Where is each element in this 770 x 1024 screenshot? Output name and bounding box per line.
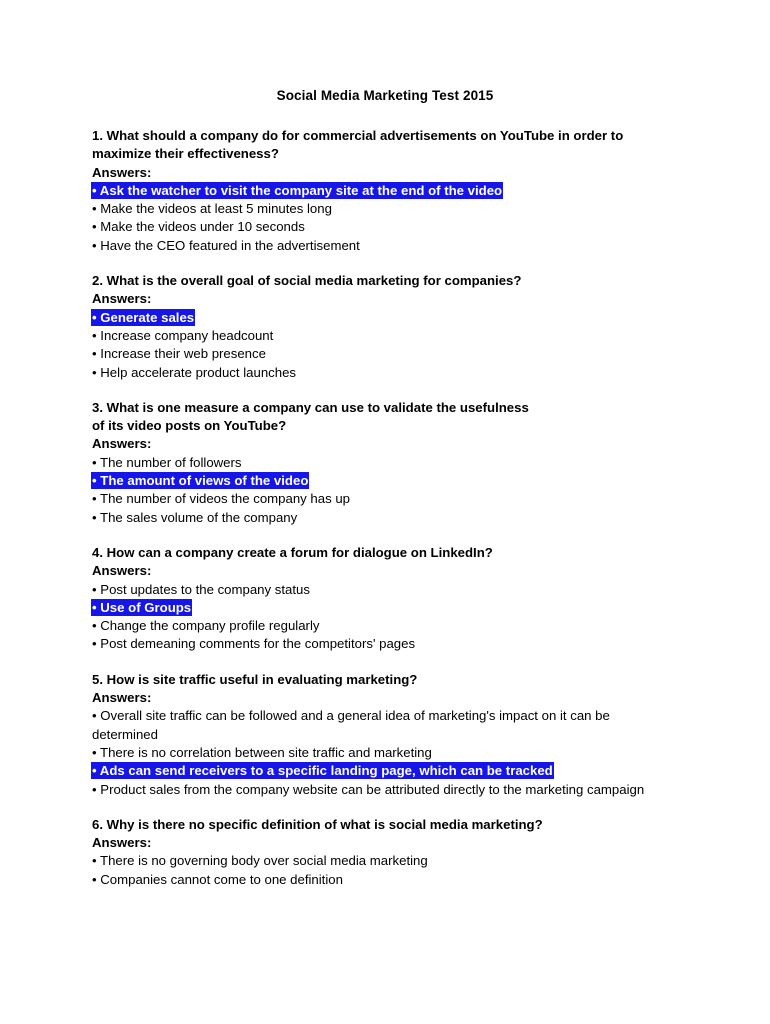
answer-option[interactable] — [92, 635, 678, 653]
answer-option[interactable] — [92, 599, 678, 617]
answer-text: • Ads can send receivers to a specific landing page, which can be tracked — [92, 763, 553, 779]
question-text-line1: 3. What is one measure a company can use to validate the usefulness — [92, 399, 529, 415]
answer-text: • Post demeaning comments for the competitors' pages — [92, 636, 416, 652]
answers-label: Answers: — [92, 291, 152, 307]
question-text: 6. Why is there no specific definition of what is social media marketing? — [92, 816, 543, 832]
answer-option[interactable] — [92, 454, 678, 472]
answer-text: • The amount of views of the video — [92, 473, 309, 489]
question-block-3 — [92, 399, 678, 527]
answers-label: Answers: — [92, 563, 152, 579]
answer-option[interactable] — [92, 490, 678, 508]
answer-text: • The number of videos the company has up — [92, 491, 351, 507]
answer-text: • Ask the watcher to visit the company site at the end of the video — [92, 182, 503, 198]
answer-text: • Post updates to the company status — [92, 581, 310, 597]
answers-label: Answers: — [92, 835, 152, 851]
answer-option[interactable] — [92, 871, 678, 889]
answers-label: Answers: — [92, 690, 152, 706]
answer-text: • Overall site traffic can be followed and a general idea of marketing's impact on it can be determined — [92, 708, 610, 742]
answer-text: • Increase company headcount — [92, 327, 274, 343]
answer-option[interactable] — [92, 182, 678, 200]
answer-text: • Make the videos at least 5 minutes long — [92, 201, 332, 217]
answer-option[interactable] — [92, 581, 678, 599]
answer-option[interactable] — [92, 852, 678, 870]
answer-option[interactable] — [92, 309, 678, 327]
answer-text: • There is no correlation between site traffic and marketing — [92, 744, 432, 760]
answer-text: • The sales volume of the company — [92, 509, 298, 525]
answer-text: • Make the videos under 10 seconds — [92, 219, 305, 235]
page-title: Social Media Marketing Test 2015 — [276, 88, 494, 103]
answer-option[interactable] — [92, 237, 678, 255]
answer-option[interactable] — [92, 472, 678, 490]
answer-option[interactable] — [92, 345, 678, 363]
answers-label: Answers: — [92, 164, 152, 180]
answer-text: • Product sales from the company website can be attributed directly to the marketing campaign — [92, 781, 645, 797]
answer-text: • The number of followers — [92, 454, 242, 470]
answer-option[interactable] — [92, 781, 678, 799]
answer-option[interactable] — [92, 200, 678, 218]
question-text: 5. How is site traffic useful in evaluating marketing? — [92, 671, 418, 687]
answer-text: • Companies cannot come to one definition — [92, 871, 343, 887]
answer-option[interactable] — [92, 762, 678, 780]
question-text — [92, 399, 678, 436]
question-block-5 — [92, 671, 678, 799]
question-block-4 — [92, 544, 678, 654]
answer-option[interactable] — [92, 509, 678, 527]
answer-option[interactable] — [92, 364, 678, 382]
question-text: 4. How can a company create a forum for dialogue on LinkedIn? — [92, 544, 493, 560]
question-text: 1. What should a company do for commercial advertisements on YouTube in order to maximize their effectiveness? — [92, 128, 624, 162]
answer-option[interactable] — [92, 707, 678, 744]
answers-label: Answers: — [92, 436, 152, 452]
answer-option[interactable] — [92, 744, 678, 762]
question-text: 2. What is the overall goal of social media marketing for companies? — [92, 273, 522, 289]
answer-text: • Generate sales — [92, 309, 195, 325]
answer-text: • Have the CEO featured in the advertisement — [92, 237, 360, 253]
answer-text: • Increase their web presence — [92, 346, 266, 362]
answer-option[interactable] — [92, 218, 678, 236]
answer-option[interactable] — [92, 617, 678, 635]
question-block-1 — [92, 127, 678, 255]
question-block-2 — [92, 272, 678, 382]
question-block-6 — [92, 816, 678, 889]
answer-text: • Use of Groups — [92, 599, 192, 615]
answer-option[interactable] — [92, 327, 678, 345]
answer-text: • Change the company profile regularly — [92, 618, 320, 634]
answer-text: • There is no governing body over social media marketing — [92, 853, 428, 869]
answer-text: • Help accelerate product launches — [92, 364, 297, 380]
question-text-line2: of its video posts on YouTube? — [92, 418, 287, 434]
